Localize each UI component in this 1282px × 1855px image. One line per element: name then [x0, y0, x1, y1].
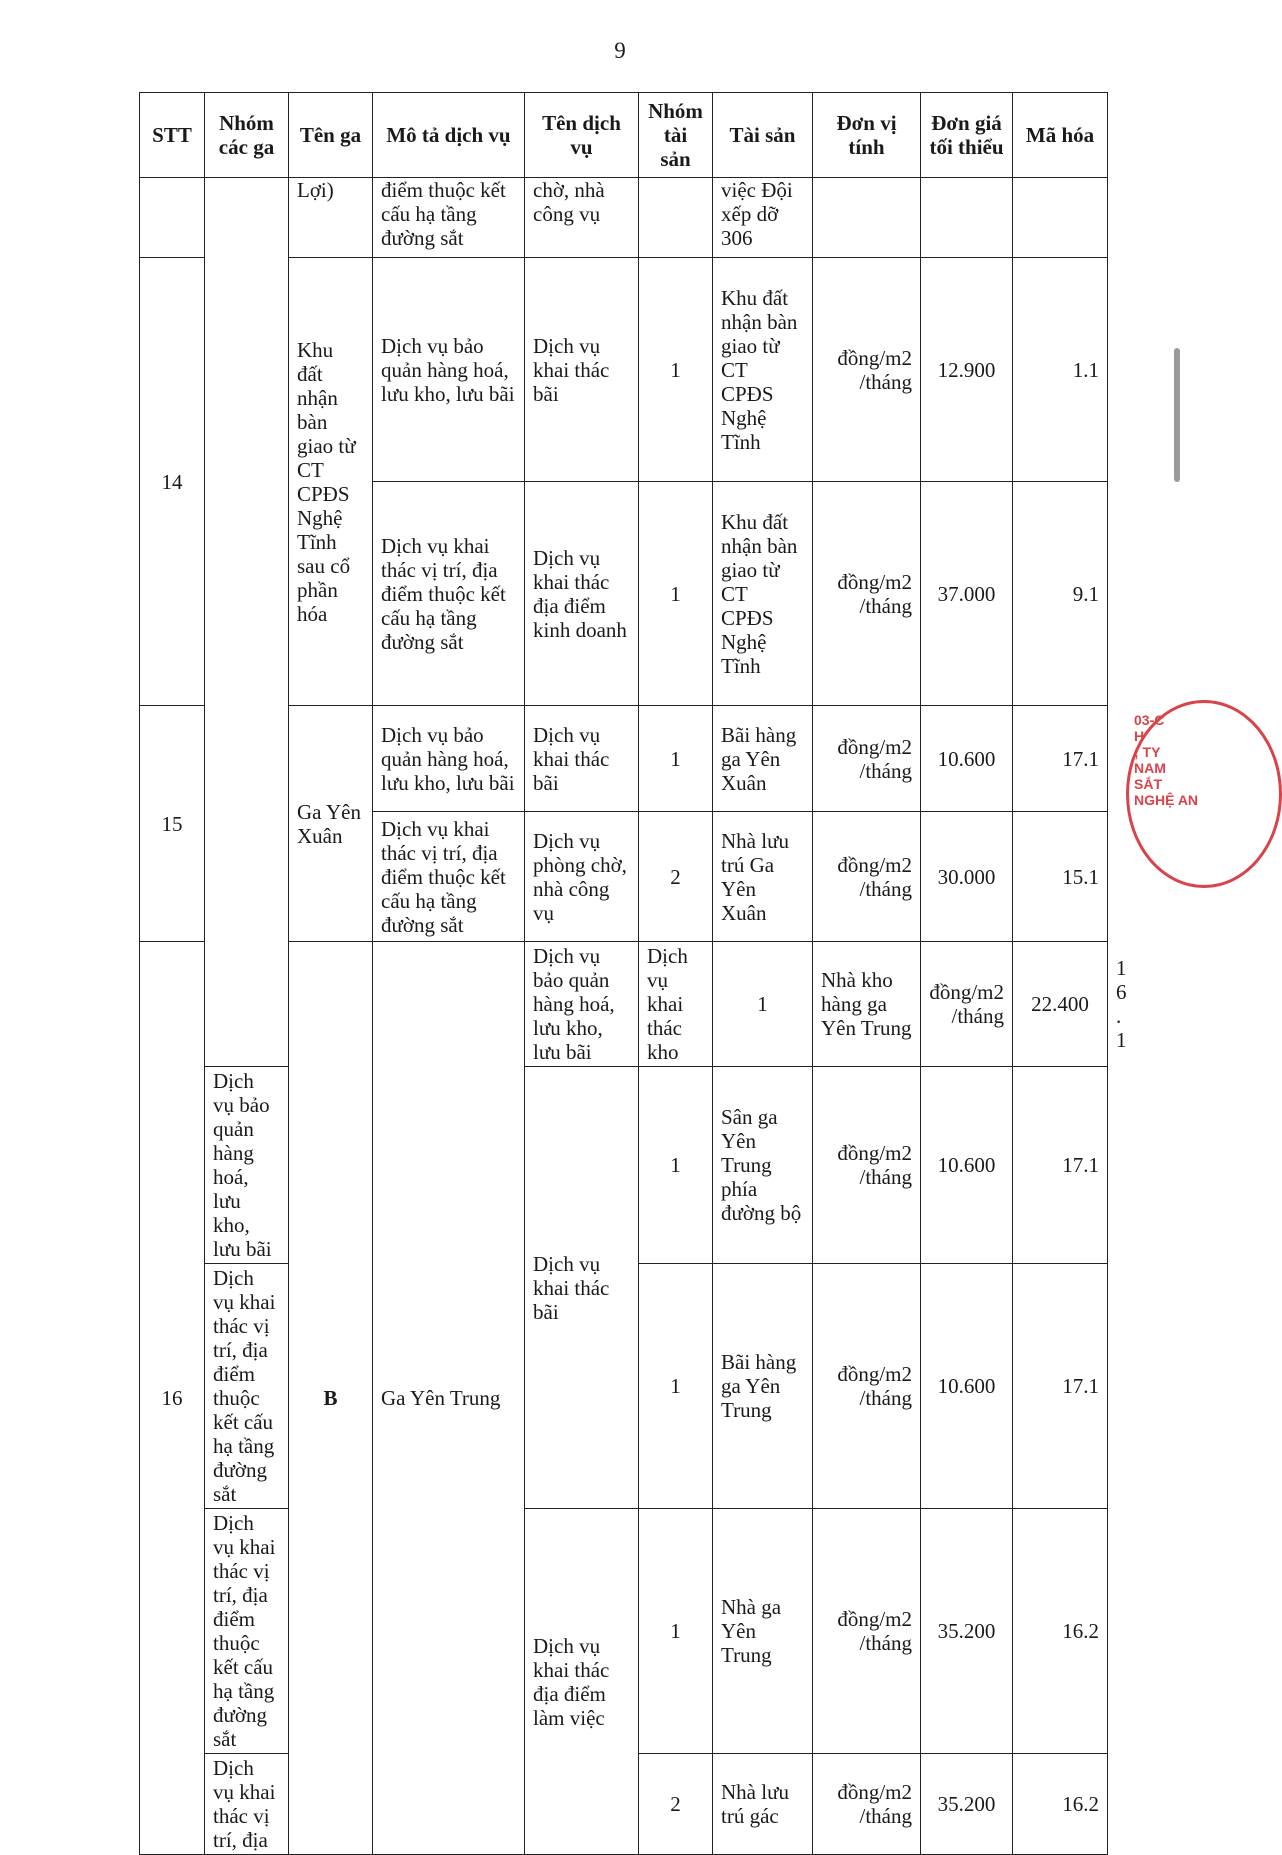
cell-ten-dich-vu: Dịch vụ khai thác địa điểm làm việc — [525, 1509, 639, 1855]
cell-ma-hoa: 1.1 — [1013, 258, 1108, 482]
cell-don-gia: 10.600 — [921, 706, 1013, 812]
cell-ma-hoa: 17.1 — [1013, 706, 1108, 812]
cell-nhom-tai-san: 1 — [639, 706, 713, 812]
header-ten-ga: Tên ga — [289, 93, 373, 178]
cell-tai-san: Nhà kho hàng ga Yên Trung — [813, 942, 921, 1067]
cell-mo-ta: Dịch vụ khai thác vị trí, địa điểm thuộc kết cấu hạ tầng đường sắt — [205, 1264, 289, 1509]
cell-mo-ta: Dịch vụ khai thác vị trí, địa — [205, 1754, 289, 1855]
cell-tai-san: Bãi hàng ga Yên Xuân — [713, 706, 813, 812]
cell-ten-dich-vu: Dịch vụ khai thác bãi — [525, 1067, 639, 1509]
cell-mo-ta: Dịch vụ khai thác vị trí, địa điểm thuộc kết cấu hạ tầng đường sắt — [205, 1509, 289, 1754]
table-row — [140, 1067, 1108, 1264]
cell-nhom-cac-ga — [205, 178, 289, 1067]
cell-don-vi: đồng/m2 /tháng — [813, 812, 921, 942]
cell-ma-hoa: 17.1 — [1013, 1264, 1108, 1509]
cell-ma-hoa — [1013, 178, 1108, 258]
cell-stt — [140, 178, 205, 258]
cell-ma-hoa: 16.2 — [1013, 1754, 1108, 1855]
cell-tai-san: việc Đội xếp dỡ 306 — [713, 178, 813, 258]
service-price-table — [139, 92, 1127, 1855]
table-header-row — [140, 93, 1108, 178]
cell-nhom-tai-san: 1 — [639, 482, 713, 706]
header-ma-hoa: Mã hóa — [1013, 93, 1108, 178]
cell-don-gia: 35.200 — [921, 1509, 1013, 1754]
cell-nhom-tai-san: 1 — [639, 1067, 713, 1264]
cell-ma-hoa: 17.1 — [1013, 1067, 1108, 1264]
cell-don-gia: 10.600 — [921, 1264, 1013, 1509]
header-nhom-cac-ga: Nhóm các ga — [205, 93, 289, 178]
header-don-gia: Đơn giá tối thiểu — [921, 93, 1013, 178]
cell-mo-ta: Dịch vụ bảo quản hàng hoá, lưu kho, lưu bãi — [373, 706, 525, 812]
cell-don-vi: đồng/m2 /tháng — [813, 1754, 921, 1855]
stamp-text: 03-C H ; TY NAM SẮT NGHỆ AN — [1134, 712, 1199, 808]
cell-nhom-tai-san: 1 — [639, 1264, 713, 1509]
cell-nhom-tai-san: 2 — [639, 1754, 713, 1855]
cell-mo-ta: Dịch vụ bảo quản hàng hoá, lưu kho, lưu bãi — [205, 1067, 289, 1264]
cell-nhom-tai-san: 1 — [713, 942, 813, 1067]
cell-don-gia: 12.900 — [921, 258, 1013, 482]
cell-don-vi: đồng/m2 /tháng — [813, 706, 921, 812]
cell-mo-ta: Dịch vụ bảo quản hàng hoá, lưu kho, lưu bãi — [373, 258, 525, 482]
cell-nhom-tai-san: 2 — [639, 812, 713, 942]
cell-tai-san: Nhà ga Yên Trung — [713, 1509, 813, 1754]
cell-mo-ta: Dịch vụ khai thác vị trí, địa điểm thuộc kết cấu hạ tầng đường sắt — [373, 482, 525, 706]
scrollbar-thumb[interactable] — [1174, 348, 1180, 482]
cell-mo-ta: điểm thuộc kết cấu hạ tầng đường sắt — [373, 178, 525, 258]
cell-don-vi — [813, 178, 921, 258]
cell-ten-dich-vu: Dịch vụ khai thác kho — [639, 942, 713, 1067]
cell-ten-dich-vu: Dịch vụ khai thác bãi — [525, 258, 639, 482]
cell-tai-san: Nhà lưu trú gác — [713, 1754, 813, 1855]
page-number: 9 — [614, 38, 626, 63]
header-ten-dich-vu: Tên dịch vụ — [525, 93, 639, 178]
cell-ten-dich-vu: Dịch vụ phòng chờ, nhà công vụ — [525, 812, 639, 942]
cell-don-gia: 30.000 — [921, 812, 1013, 942]
header-mo-ta: Mô tả dịch vụ — [373, 93, 525, 178]
header-tai-san: Tài sản — [713, 93, 813, 178]
cell-nhom-tai-san: 1 — [639, 1509, 713, 1754]
cell-nhom-tai-san — [639, 178, 713, 258]
cell-tai-san: Bãi hàng ga Yên Trung — [713, 1264, 813, 1509]
table-row — [140, 1509, 1108, 1754]
cell-don-gia: 37.000 — [921, 482, 1013, 706]
cell-don-vi: đồng/m2 /tháng — [921, 942, 1013, 1067]
cell-don-gia: 10.600 — [921, 1067, 1013, 1264]
table-row: 16 B Ga Yên Trung Dịch vụ bảo quản hàng hoá, lưu kho, lưu bãi Dịch vụ khai thác kho 1 Nhà kho hàng ga Yên Trung đồng/m2 /tháng 22.400 16.1 — [140, 942, 1108, 1067]
cell-ten-ga: Lợi) — [289, 178, 373, 258]
cell-mo-ta: Dịch vụ khai thác vị trí, địa điểm thuộc kết cấu hạ tầng đường sắt — [373, 812, 525, 942]
header-nhom-tai-san: Nhóm tài sản — [639, 93, 713, 178]
cell-don-vi: đồng/m2 /tháng — [813, 1264, 921, 1509]
header-don-vi-tinh: Đơn vị tính — [813, 93, 921, 178]
cell-ma-hoa: 9.1 — [1013, 482, 1108, 706]
cell-tai-san: Nhà lưu trú Ga Yên Xuân — [713, 812, 813, 942]
cell-ma-hoa: 16.2 — [1013, 1509, 1108, 1754]
cell-stt: 15 — [140, 706, 205, 942]
cell-ten-ga: Khu đất nhận bàn giao từ CT CPĐS Nghệ Tĩnh sau cổ phần hóa — [289, 258, 373, 706]
cell-don-vi: đồng/m2 /tháng — [813, 482, 921, 706]
cell-nhom-tai-san: 1 — [639, 258, 713, 482]
cell-tai-san: Sân ga Yên Trung phía đường bộ — [713, 1067, 813, 1264]
cell-stt: 14 — [140, 258, 205, 706]
cell-ten-dich-vu: Dịch vụ khai thác bãi — [525, 706, 639, 812]
cell-mo-ta: Dịch vụ bảo quản hàng hoá, lưu kho, lưu bãi — [525, 942, 639, 1067]
cell-don-gia: 35.200 — [921, 1754, 1013, 1855]
cell-ten-dich-vu: chờ, nhà công vụ — [525, 178, 639, 258]
cell-tai-san: Khu đất nhận bàn giao từ CT CPĐS Nghệ Tĩnh — [713, 258, 813, 482]
cell-ma-hoa: 15.1 — [1013, 812, 1108, 942]
cell-don-vi: đồng/m2 /tháng — [813, 1509, 921, 1754]
cell-ten-ga: Ga Yên Xuân — [289, 706, 373, 942]
cell-ten-ga: Ga Yên Trung — [373, 942, 525, 1855]
cell-tai-san: Khu đất nhận bàn giao từ CT CPĐS Nghệ Tĩnh — [713, 482, 813, 706]
red-seal-stamp — [1126, 700, 1199, 885]
cell-don-gia: 22.400 — [1013, 942, 1108, 1067]
table-row — [140, 178, 1108, 258]
cell-ten-dich-vu: Dịch vụ khai thác địa điểm kinh doanh — [525, 482, 639, 706]
cell-don-vi: đồng/m2 /tháng — [813, 1067, 921, 1264]
cell-don-gia — [921, 178, 1013, 258]
cell-nhom-cac-ga: B — [289, 942, 373, 1855]
cell-stt: 16 — [140, 942, 205, 1855]
cell-don-vi: đồng/m2 /tháng — [813, 258, 921, 482]
header-stt: STT — [140, 93, 205, 178]
